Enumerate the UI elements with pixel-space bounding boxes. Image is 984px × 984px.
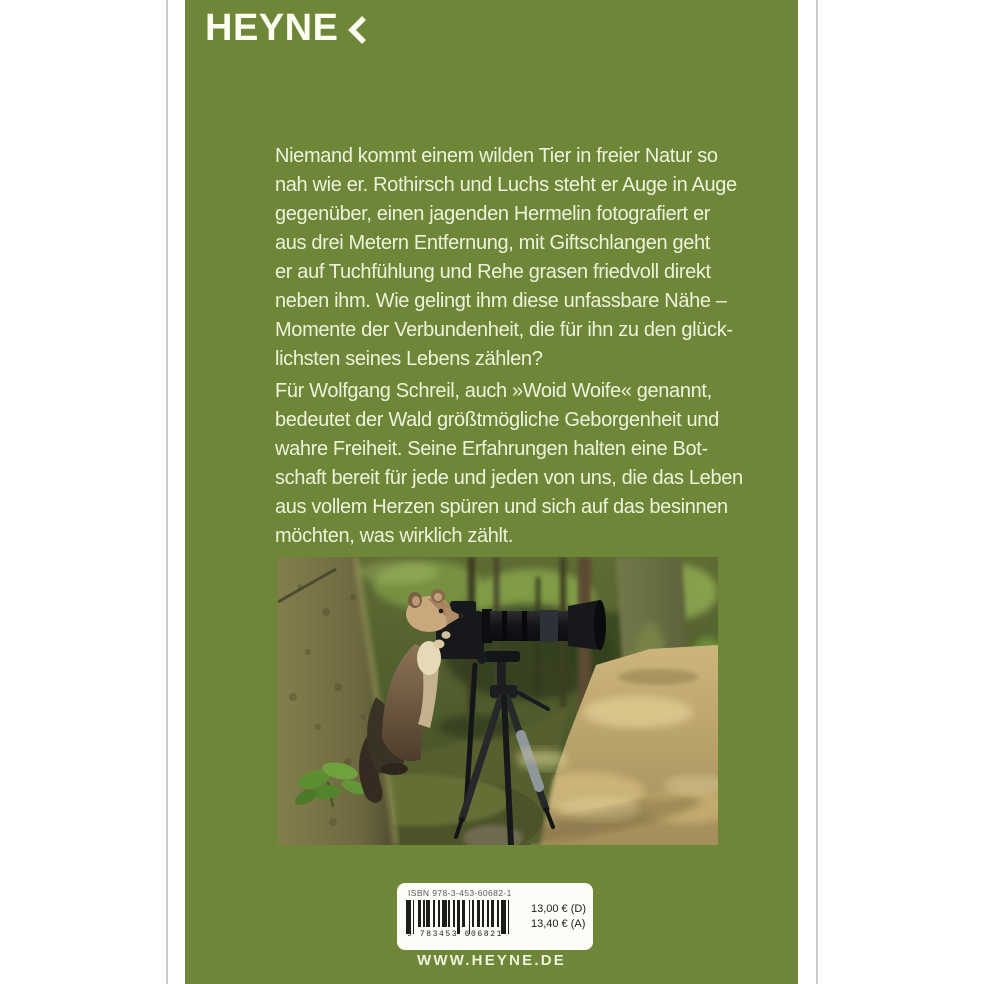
blurb-line: bedeutet der Wald größtmögliche Geborgenheit und: [275, 409, 719, 431]
blurb-line: lichsten seines Lebens zählen?: [275, 348, 543, 370]
price-germany: 13,00 € (D): [530, 903, 586, 915]
price-block: [531, 902, 586, 932]
blurb-line: Momente der Verbundenheit, die für ihn zu den glück-: [275, 319, 733, 341]
publisher-logo: [205, 6, 368, 50]
cover-photo: [278, 557, 718, 845]
page-divider-left: [166, 0, 168, 984]
barcode: [406, 900, 524, 942]
blurb-line: er auf Tuchfühlung und Rehe grasen friedvoll direkt: [275, 261, 711, 283]
blurb-line: neben ihm. Wie gelingt ihm diese unfassbare Nähe –: [275, 290, 727, 312]
blurb-line: nah wie er. Rothirsch und Luchs steht er Auge in Auge: [275, 174, 737, 196]
blurb-paragraph-2: [275, 377, 743, 551]
isbn-text: ISBN 978-3-453-60682-1: [408, 888, 512, 898]
book-back-cover: [185, 0, 798, 984]
website-url: WWW.HEYNE.DE: [417, 952, 566, 969]
blurb-line: Niemand kommt einem wilden Tier in freier Natur so: [275, 145, 718, 167]
barcode-label: [397, 883, 593, 950]
blurb-line: aus vollem Herzen spüren und sich auf das besinnen: [275, 496, 728, 518]
blurb-line: Für Wolfgang Schreil, auch »Woid Woife« genannt,: [275, 380, 712, 402]
barcode-digits: 9 783453 606821: [407, 930, 504, 939]
page-divider-right: [816, 0, 818, 984]
blurb-line: möchten, was wirklich zählt.: [275, 525, 514, 547]
blurb-line: schaft bereit für jede und jeden von uns, die das Leben: [275, 467, 743, 489]
blurb-line: wahre Freiheit. Seine Erfahrungen halten eine Bot-: [275, 438, 708, 460]
blurb-paragraph-1: [275, 142, 735, 374]
blurb-line: gegenüber, einen jagenden Hermelin fotografiert er: [275, 203, 711, 225]
publisher-logo-text: HEYNE: [205, 7, 339, 49]
cover-photo-scene: [278, 557, 718, 845]
barcode-bars: [406, 900, 524, 934]
blurb-line: aus drei Metern Entfernung, mit Giftschlangen geht: [275, 232, 710, 254]
chevron-left-icon: [347, 15, 368, 45]
price-austria: 13,40 € (A): [530, 918, 586, 930]
